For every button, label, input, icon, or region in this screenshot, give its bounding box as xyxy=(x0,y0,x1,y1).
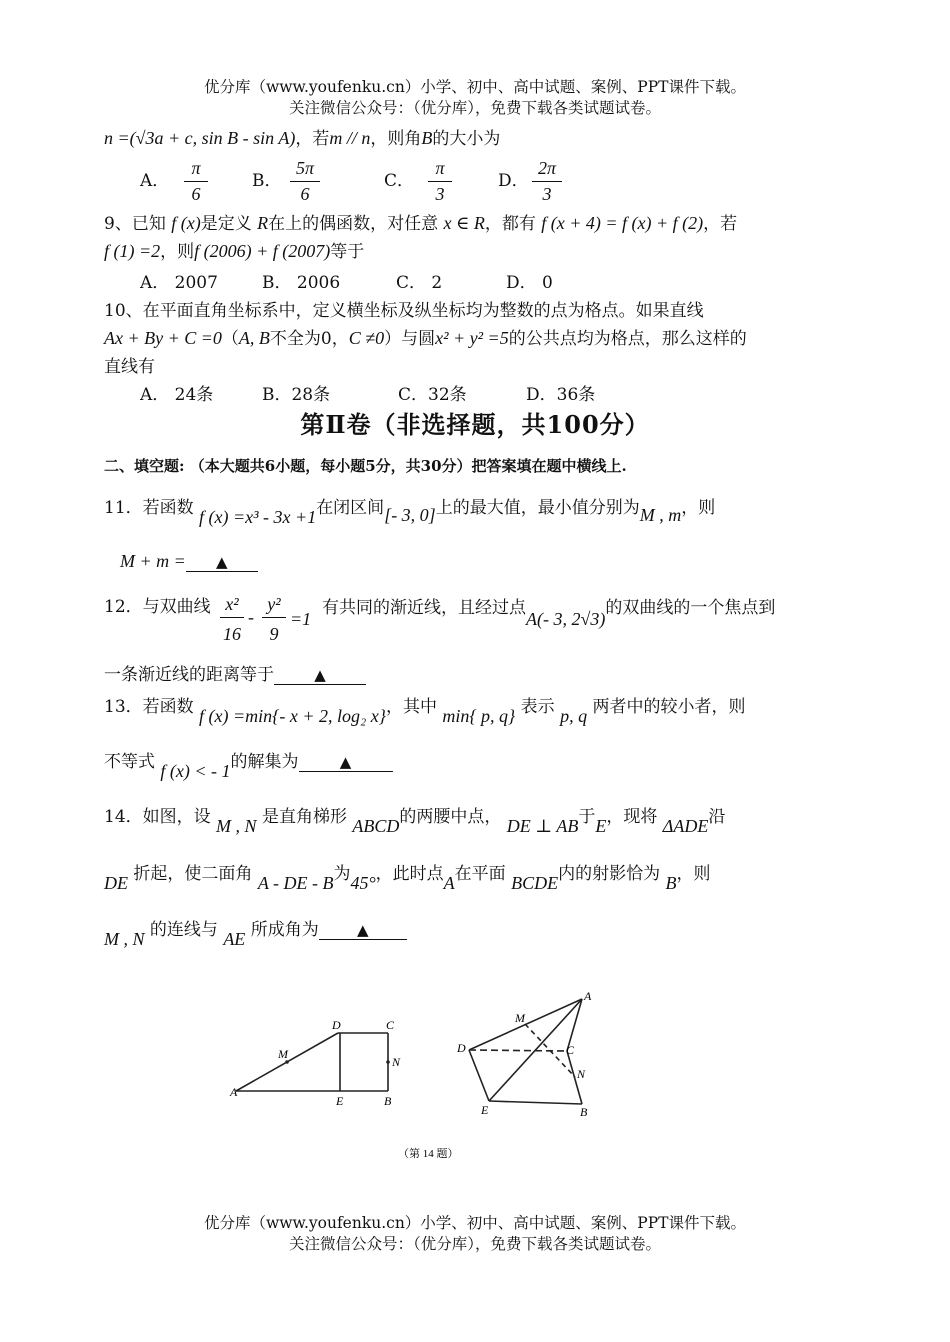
q8-stem: n =(√3a + c, sin B - sin A)，若m // n，则角B的大小为 xyxy=(104,128,501,149)
q8-option-d-den: 3 xyxy=(542,184,552,204)
left-label-e: E xyxy=(336,1094,344,1108)
right-label-e: E xyxy=(481,1103,489,1117)
q9-option-a: A． 2007 xyxy=(140,273,218,293)
right-label-d: D xyxy=(457,1041,466,1055)
q10-option-d: D．36条 xyxy=(526,385,596,405)
q12-minus: - xyxy=(248,607,254,627)
edge-de-right xyxy=(469,1050,489,1101)
q12-line-1-mid: 有共同的渐近线，且经过点A(- 3, 2√3)的双曲线的一个焦点到 xyxy=(322,598,776,629)
q11-line-1: 11．若函数 f (x) =x³ - 3x +1在闭区间[- 3, 0]上的最大值，最小值分别为M , m，则 xyxy=(104,498,716,527)
q12-answer-blank[interactable]: ▲ xyxy=(274,666,366,685)
q10-line-1: 10、在平面直角坐标系中，定义横坐标及纵坐标均为整数的点为格点。如果直线 xyxy=(104,301,704,321)
q8-option-b-den: 6 xyxy=(300,184,310,204)
left-label-b: B xyxy=(384,1094,392,1108)
q12-frac2-num: y² xyxy=(267,594,281,614)
q11-answer-blank[interactable]: ▲ xyxy=(186,553,258,572)
q13-line-2: 不等式 f (x) < - 1的解集为 ▲ xyxy=(104,750,393,773)
q9-option-d: D． 0 xyxy=(506,273,553,293)
q10-option-c: C．32条 xyxy=(398,385,467,405)
q12-frac1-num: x² xyxy=(225,594,239,614)
q10-option-b: B．28条 xyxy=(262,385,331,405)
edge-eb xyxy=(489,1101,582,1104)
q8-option-a-num: π xyxy=(191,158,201,178)
q13-answer-blank[interactable]: ▲ xyxy=(299,753,393,772)
q9-option-b: B． 2006 xyxy=(262,273,341,293)
q12-line-1-lead: 12．与双曲线 xyxy=(104,597,211,617)
q8-parallel: m // n xyxy=(329,128,371,148)
q10-line-2: Ax + By + C =0（A, B不全为0，C ≠0）与圆x² + y² =5的公共点均为格点，那么这样的 xyxy=(104,328,747,349)
left-label-c: C xyxy=(386,1018,395,1032)
header-line-2: 关注微信公众号：（优分库），免费下载各类试题试卷。 xyxy=(288,99,661,117)
q10-option-a: A． 24条 xyxy=(140,385,214,405)
left-label-a: A xyxy=(230,1085,238,1099)
q14-line-1: 14．如图，设 M , N 是直角梯形 ABCD的两腰中点， DE ⊥ AB于E，现将 ΔADE沿 xyxy=(104,807,726,836)
left-label-n: N xyxy=(392,1055,401,1069)
right-label-b: B xyxy=(580,1105,588,1119)
q9-line-1: 9、已知 f (x)是定义 R在上的偶函数，对任意 x ∈ R，都有 f (x + 4) = f (x) + f (2)，若 xyxy=(104,213,738,234)
q9-option-c: C． 2 xyxy=(396,273,443,293)
right-label-n: N xyxy=(577,1067,586,1081)
q14-answer-blank[interactable]: ▲ xyxy=(319,921,407,940)
right-label-c: C xyxy=(566,1043,575,1057)
point-n-left xyxy=(386,1060,390,1064)
trapezoid-figure xyxy=(236,1033,388,1091)
q9-line-2: f (1) =2，则f (2006) + f (2007)等于 xyxy=(104,241,365,262)
q8-option-b-label: B． xyxy=(252,171,282,191)
q12-frac1-den: 16 xyxy=(223,624,241,644)
right-label-m: M xyxy=(515,1011,525,1025)
q14-line-2: DE 折起，使二面角 A - DE - B为45°，此时点A在平面 BCDE内的射影恰为 B，则 xyxy=(104,864,711,893)
header-line-1: 优分库（www.youfenku.cn）小学、初中、高中试题、案例、PPT课件下载。 xyxy=(203,78,747,96)
right-label-a: A xyxy=(584,989,592,1003)
q8-option-c-label: C． xyxy=(384,171,415,191)
q8-option-a-label: A． xyxy=(140,171,170,191)
q8-option-d-num: 2π xyxy=(537,158,557,178)
footer-line-1: 优分库（www.youfenku.cn）小学、初中、高中试题、案例、PPT课件下载。 xyxy=(203,1214,747,1232)
q13-line-1: 13．若函数 f (x) =min{- x + 2, log₂ x}，其中 min{ p, q} 表示 p, q 两者中的较小者，则 xyxy=(104,697,746,726)
q8-vector-n: n =(√3a + c, sin B - sin A) xyxy=(104,128,296,148)
left-label-m: M xyxy=(278,1047,288,1061)
left-label-d: D xyxy=(332,1018,341,1032)
part-2-title: 第Ⅱ卷（非选择题，共100分） xyxy=(300,410,650,439)
q12-equals-one: =1 xyxy=(290,609,312,629)
q12-frac2-den: 9 xyxy=(269,624,279,644)
q11-line-2: M + m = ▲ xyxy=(120,550,258,573)
q8-option-c-den: 3 xyxy=(435,184,445,204)
q8-option-d-label: D． xyxy=(498,171,529,191)
q8-option-a-den: 6 xyxy=(191,184,201,204)
q8-option-c-num: π xyxy=(435,158,445,178)
figure-caption: （第 14 题） xyxy=(398,1148,459,1160)
q8-option-b-num: 5π xyxy=(295,158,315,178)
footer-line-2: 关注微信公众号：（优分库），免费下载各类试题试卷。 xyxy=(288,1235,661,1253)
q10-line-3: 直线有 xyxy=(104,357,155,377)
section-2-heading: 二、填空题: （本大题共6小题，每小题5分，共30分）把答案填在题中横线上. xyxy=(104,457,627,475)
q12-line-2: 一条渐近线的距离等于 ▲ xyxy=(104,664,366,686)
q14-line-3: M , N 的连线与 AE 所成角为 ▲ xyxy=(104,918,407,941)
edge-dc-hidden xyxy=(469,1050,567,1051)
